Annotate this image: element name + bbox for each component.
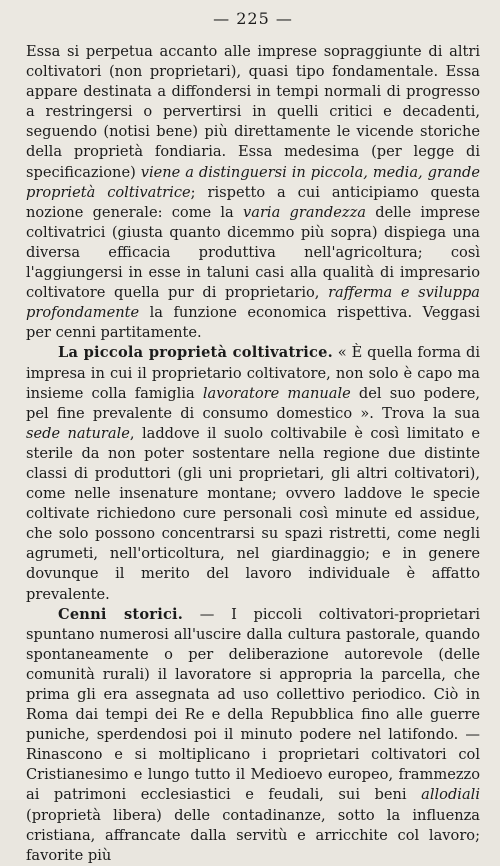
- paragraph-proprieta-coltivatrice: Essa si perpetua accanto alle imprese sopraggiunte di altri coltivatori (non proprietari), quasi tipo fondamentale. Essa appare destinata a diffondersi in tempi normali di progresso a restringersi o pervertirsi in quelli critici e decadenti, seguendo (notisi bene) più direttamente le vicende storiche della proprietà fondiaria. Essa medesima (per legge di specificazione) viene a distinguersi in piccola, media, grande proprietà coltivatrice; rispetto a cui anticipiamo questa nozione generale: come la varia grandezza delle imprese coltivatrici (giusta quanto dicemmo più sopra) dispiega una diversa efficacia produttiva nell'agricoltura; così l'aggiungersi in esse in taluni casi alla qualità di impresario coltivatore quella pur di proprietario, rafferma e sviluppa profondamente la funzione economica rispettiva. Veggasi per cenni partitamente.: [26, 43, 480, 342]
- page-body: [26, 42, 480, 866]
- emphasis: sede naturale: [26, 424, 130, 442]
- page-number: — 225 —: [213, 9, 293, 28]
- paragraph-piccola-proprieta: La piccola proprietà coltivatrice. « È quella forma di impresa in cui il proprietario coltivatore, non solo è capo ma insieme colla famiglia lavoratore manuale del suo podere, pel fine prevalente di consumo domestico ». Trova la sua sede naturale, laddove il suolo coltivabile è così limitato e sterile da non poter sostentare nella regione due distinte classi di produttori (gli uni proprietari, gli altri coltivatori), come nelle insenature montane; ovvero laddove le specie coltivate richiedono cure personali così minute ed assidue, che solo possono concentrarsi su spazi ristretti, come negli agrumeti, nell'orticoltura, nel giardinaggio; e in genere dovunque il merito del lavoro individuale è affatto prevalente.: [26, 344, 481, 603]
- paragraph-cenni-storici: Cenni storici. — I piccoli coltivatori-proprietari spuntano numerosi all'uscire dalla cultura pastorale, quando spontaneamente o per deliberazione autorevole (delle comunità rurali) il lavoratore si appropria la parcella, che prima gli era assegnata ad uso collettivo periodico. Ciò in Roma dai tempi dei Re e della Repubblica fino alle guerre puniche, sperdendosi poi il minuto podere nel latifondo. — Rinascono e si moltiplicano i proprietari coltivatori col Cristianesimo e lungo tutto il Medioevo europeo, frammezzo ai patrimoni ecclesiastici e feudali, sui beni allodiali (proprietà libera) delle contadinanze, sotto la influenza cristiana, affrancate dalla servitù e arricchite col lavoro; favorite più: [26, 605, 480, 864]
- emphasis: lavoratore manuale: [202, 384, 351, 402]
- emphasis: allodiali: [421, 786, 480, 804]
- emphasis: viene a distinguersi in piccola, media, grande proprietà coltivatrice: [26, 163, 480, 201]
- section-heading: La piccola proprietà coltivatrice.: [58, 344, 333, 362]
- emphasis: varia grandezza: [243, 203, 366, 221]
- section-heading: Cenni storici.: [58, 605, 184, 623]
- emphasis: rafferma e sviluppa profondamente: [26, 284, 480, 322]
